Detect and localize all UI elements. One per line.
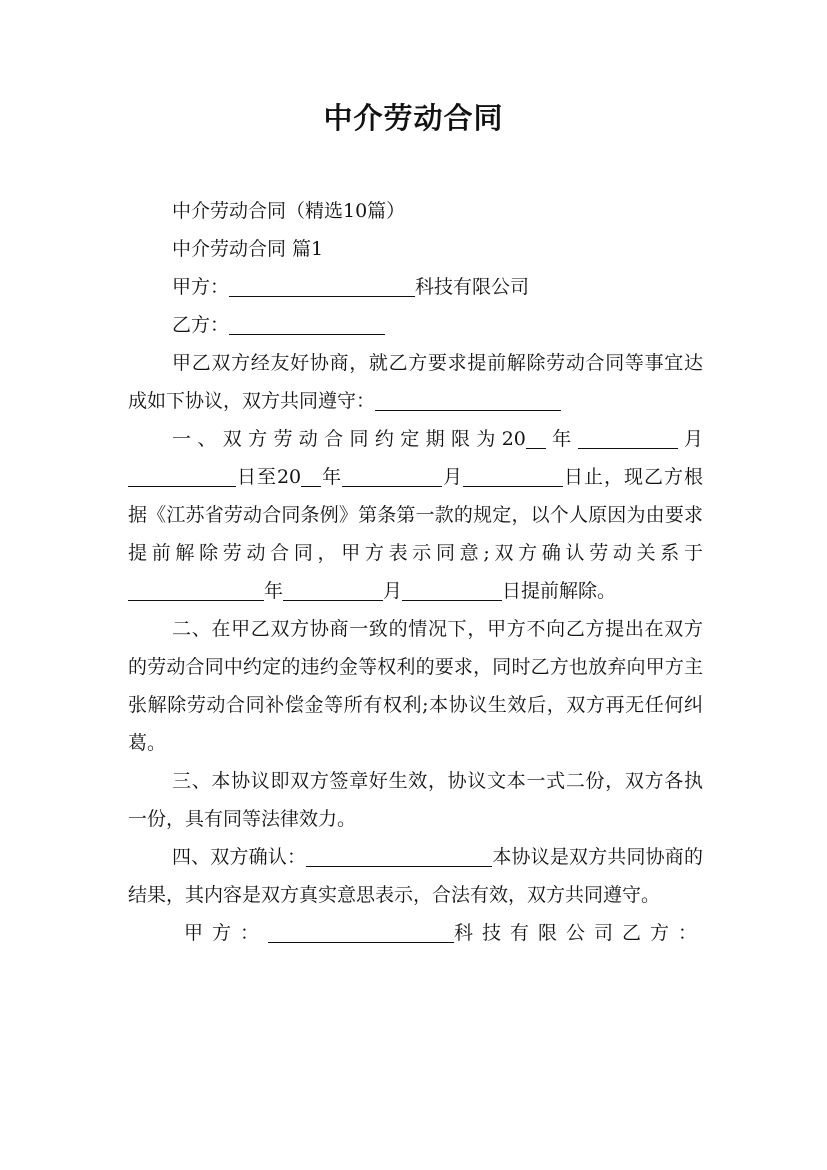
clause1-blank-9 — [402, 578, 502, 601]
clause1-text-9: 月 — [383, 580, 403, 602]
clause1-text-1: 一、双方劳动合同约定期限为20 — [172, 428, 526, 450]
clause-3: 三、本协议即双方签章好生效，协议文本一式二份，双方各执一份，具有同等法律效力。 — [128, 770, 703, 830]
clause1-text-2: 年 — [545, 428, 578, 450]
party-b-line — [128, 306, 703, 344]
signature-line — [128, 914, 707, 952]
clause1-blank-4 — [301, 464, 321, 487]
intro-paragraph — [128, 344, 703, 420]
signature-party-a-label: 甲方： — [184, 922, 269, 944]
party-a-blank — [229, 274, 415, 297]
document-subtitle: 中介劳动合同（精选10篇） — [172, 200, 406, 222]
intro-blank — [375, 388, 561, 411]
clause1-blank-1 — [526, 426, 546, 449]
clause1-text-5: 年 — [321, 466, 343, 488]
clause1-text-3: 月 — [677, 428, 703, 450]
clause1-text-6: 月 — [442, 466, 464, 488]
clause1-text-4: 日至20 — [236, 466, 302, 488]
clause4-blank — [306, 844, 492, 867]
party-b-blank — [229, 312, 385, 335]
clause1-blank-3 — [128, 464, 236, 487]
clause1-text-7: 日止，现乙方根据《江苏省劳动合同条例》第条第一款的规定，以个人原因为由要求提前解除劳动合同，甲方表示同意;双方确认劳动关系于 — [128, 466, 703, 564]
signature-party-a-blank — [268, 920, 454, 943]
clause-1 — [128, 420, 703, 610]
document-body — [128, 192, 707, 952]
signature-party-b-label: 乙方： — [622, 922, 707, 944]
clause1-text-10: 日提前解除。 — [502, 580, 617, 602]
clause1-blank-8 — [283, 578, 383, 601]
clause1-blank-2 — [578, 426, 678, 449]
clause-4 — [128, 838, 703, 914]
clause1-blank-7 — [128, 578, 264, 601]
clause1-blank-6 — [463, 464, 563, 487]
party-a-label: 甲方： — [172, 276, 230, 298]
signature-party-a-suffix: 科技有限公司 — [454, 922, 623, 944]
clause4-text-1: 四、双方确认： — [172, 846, 307, 868]
party-a-suffix: 科技有限公司 — [415, 276, 530, 298]
clause-2: 二、在甲乙双方协商一致的情况下，甲方不向乙方提出在双方的劳动合同中约定的违约金等权利的要求，同时乙方也放弃向甲方主张解除劳动合同补偿金等所有权利;本协议生效后，双方再无任何纠葛。 — [128, 618, 703, 754]
document-title: 中介劳动合同 — [323, 101, 504, 135]
clause1-text-8: 年 — [264, 580, 284, 602]
party-b-label: 乙方： — [172, 314, 230, 336]
clause4-text-2: 本协议是双方共同协商的结果，其内容是双方真实意思表示，合法有效，双方共同遵守。 — [128, 846, 703, 906]
intro-text: 甲乙双方经友好协商，就乙方要求提前解除劳动合同等事宜达成如下协议，双方共同遵守： — [128, 352, 703, 412]
clause1-blank-5 — [342, 464, 442, 487]
party-a-line — [128, 268, 703, 306]
section-heading: 中介劳动合同 篇1 — [172, 238, 324, 260]
